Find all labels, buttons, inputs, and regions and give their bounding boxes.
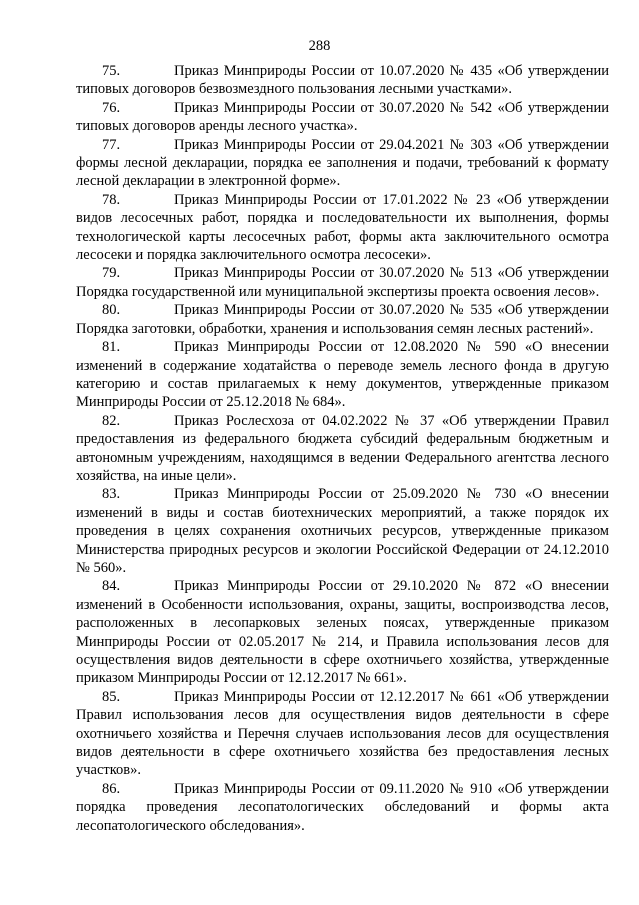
list-item [76,688,609,780]
list-item [76,301,609,338]
item-number: 80. [102,302,121,319]
item-text: Приказ Минприроды России от 17.01.2022 № 23 «Об утверждении видов лесосечных работ, порядка и последовательности их выполнения, формы технологической карты лесосечных работ, формы акта заключительного осмотра лесосеки и порядка заключительного осмотра лесосеки». [76,191,609,264]
item-number: 86. [102,780,121,797]
list-item [76,191,609,265]
list-item [76,412,609,486]
list-item [76,99,609,136]
item-number: 75. [102,63,121,79]
page-number: 288 [308,38,331,54]
item-text: Приказ Минприроды России от 29.04.2021 № 303 «Об утверждении формы лесной декларации, порядка ее заполнения и подачи, требований к формату лесной декларации в электронной форме». [76,136,609,190]
item-text: Приказ Минприроды России от 30.07.2020 № 513 «Об утверждении Порядка государственной или муниципальной экспертизы проекта освоения лесов». [76,265,609,300]
list-item [76,62,609,99]
item-text: Приказ Минприроды России от 10.07.2020 № 435 «Об утверждении типовых договоров безвозмездного пользования лесными участками». [76,63,609,98]
item-number: 82. [102,412,121,429]
item-number: 76. [102,99,121,116]
item-number: 84. [102,578,121,595]
item-number: 77. [102,136,121,153]
list-item [76,577,609,687]
order-list [76,62,609,835]
item-number: 79. [102,265,121,282]
list-item [76,136,609,191]
item-text: Приказ Минприроды России от 30.07.2020 № 542 «Об утверждении типовых договоров аренды лесного участка». [76,99,609,135]
list-item [76,338,609,412]
item-text: Приказ Минприроды России от 25.09.2020 № 730 «О внесении изменений в виды и состав биотехнических мероприятий, а также порядок их проведения в целях сохранения охотничьих ресурсов, утвержденные приказом Министерства природных ресурсов и экологии Российской Федерации от 24.12.2010 № 560». [76,486,609,576]
item-number: 83. [102,486,121,503]
item-text: Приказ Минприроды России от 12.08.2020 № 590 «О внесении изменений в содержание ходатайства о переводе земель лесного фонда в другую категорию и состав прилагаемых к нему документов, утвержденные приказом Минприроды России от 25.12.2018 № 684». [76,339,609,411]
item-text: Приказ Минприроды России от 30.07.2020 № 535 «Об утверждении Порядка заготовки, обработки, хранения и использования семян лесных растений». [76,302,609,337]
item-number: 81. [102,339,121,356]
item-text: Приказ Рослесхоза от 04.02.2022 № 37 «Об утверждении Правил предоставления из федерального бюджета субсидий федеральным бюджетным и автономным учреждениям, находящимся в ведении Федерального агентства лесного хозяйства, на иные цели». [76,412,609,484]
list-item [76,780,609,835]
item-text: Приказ Минприроды России от 09.11.2020 № 910 «Об утверждении порядка проведения лесопатологических обследований и формы акта лесопатологического обследования». [76,780,609,834]
item-number: 85. [102,688,121,705]
list-item [76,485,609,577]
item-number: 78. [102,191,121,208]
item-text: Приказ Минприроды России от 29.10.2020 № 872 «О внесении изменений в Особенности использования, охраны, защиты, воспроизводства лесов, расположенных в лесопарковых зеленых поясах, утвержденные приказом Минприроды России от 02.05.2017 № 214, и Правила использования лесов для осуществления видов деятельности в сфере охотничьего хозяйства, утвержденные приказом Минприроды России от 12.12.2017 № 661». [76,578,609,687]
list-item [76,264,609,301]
item-text: Приказ Минприроды России от 12.12.2017 № 661 «Об утверждении Правил использования лесов для осуществления видов деятельности в сфере охотничьего хозяйства и Перечня случаев использования лесов для осуществления видов деятельности в сфере охотничьего хозяйства без предоставления лесных участков». [76,688,609,779]
